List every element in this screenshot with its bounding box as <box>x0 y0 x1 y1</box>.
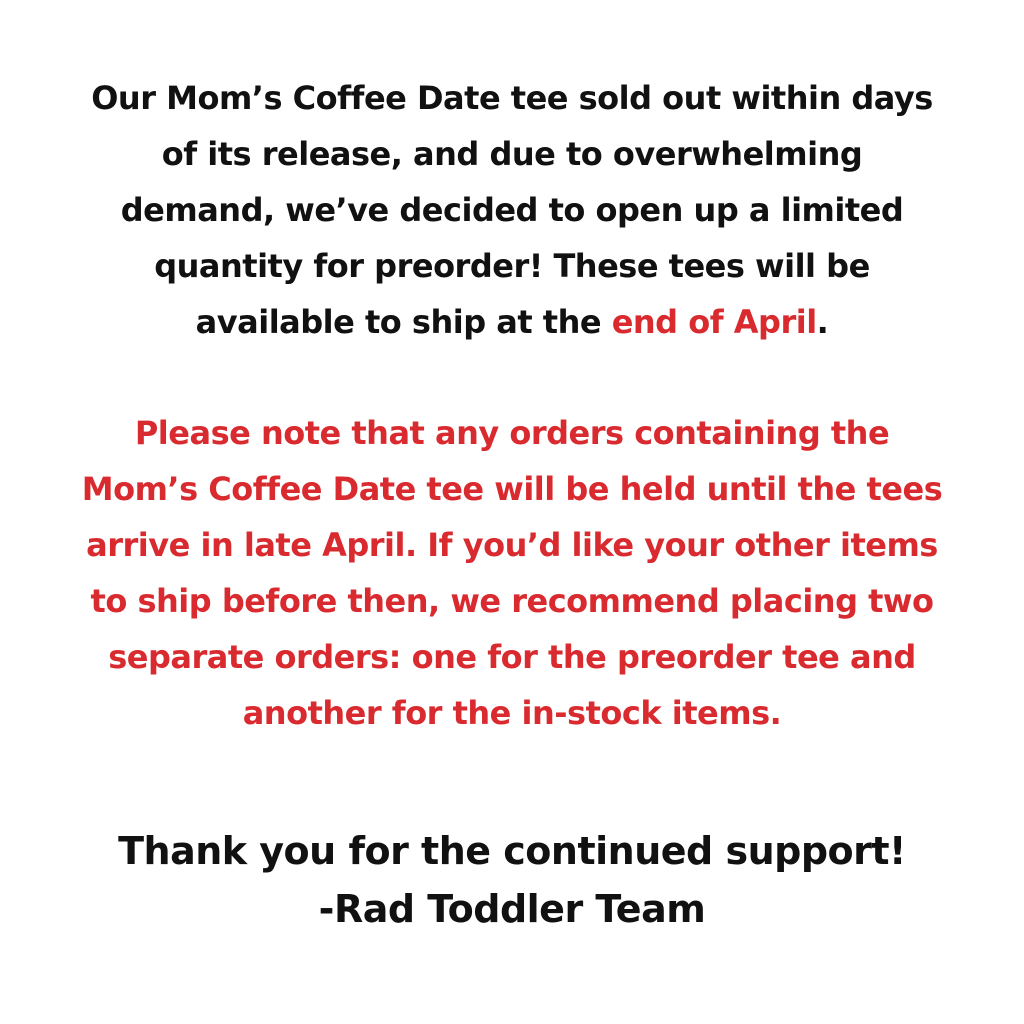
closing-message <box>0 822 1024 938</box>
notice-line: arrive in late April. If you’d like your other items <box>86 526 938 564</box>
intro-line: demand, we’ve decided to open up a limited <box>120 191 904 229</box>
notice-line: separate orders: one for the preorder tee and <box>108 638 916 676</box>
intro-period: . <box>816 303 829 341</box>
intro-paragraph <box>0 70 1024 350</box>
notice-line: Please note that any orders containing the <box>134 414 890 452</box>
intro-line: quantity for preorder! These tees will be <box>154 247 870 285</box>
thanks-text: Thank you for the continued support! <box>118 829 906 873</box>
intro-line: of its release, and due to overwhelming <box>161 135 863 173</box>
preorder-notice <box>0 405 1024 741</box>
notice-line: another for the in-stock items. <box>242 694 782 732</box>
ship-date-highlight: end of April <box>611 303 817 341</box>
intro-text: available to ship at the <box>195 303 612 341</box>
signature: -Rad Toddler Team <box>318 887 706 931</box>
intro-line <box>0 294 1024 350</box>
notice-line: Mom’s Coffee Date tee will be held until the tees <box>81 470 943 508</box>
intro-line: Our Mom’s Coffee Date tee sold out within days <box>91 79 933 117</box>
notice-line: to ship before then, we recommend placing two <box>90 582 934 620</box>
